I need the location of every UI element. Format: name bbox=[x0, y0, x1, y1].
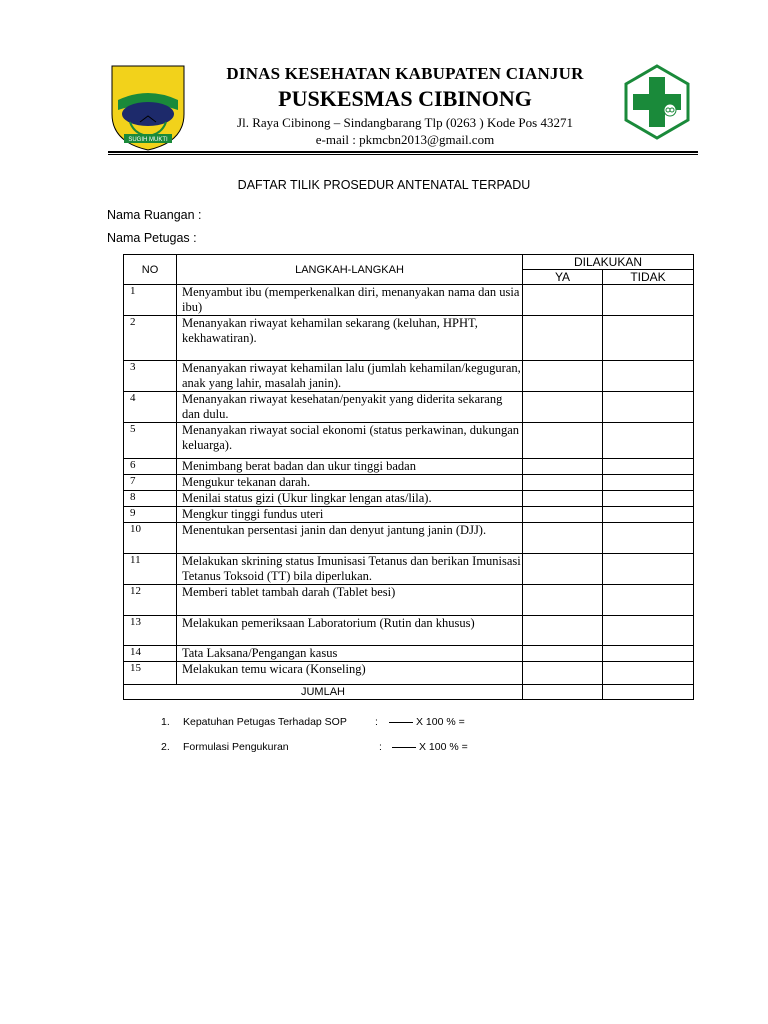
row-number: 5 bbox=[124, 423, 177, 459]
formula-1-expression: X 100 % = bbox=[416, 716, 465, 728]
header-no: NO bbox=[124, 255, 177, 285]
table-row bbox=[124, 392, 694, 423]
row-number: 10 bbox=[124, 523, 177, 554]
formula-2-label: Formulasi Pengukuran bbox=[183, 741, 289, 753]
checklist-table bbox=[123, 254, 694, 700]
officer-name-field: Nama Petugas : bbox=[107, 231, 197, 245]
no-cell[interactable] bbox=[603, 423, 694, 459]
table-row bbox=[124, 662, 694, 685]
yes-cell[interactable] bbox=[523, 316, 603, 361]
no-cell[interactable] bbox=[603, 392, 694, 423]
yes-cell[interactable] bbox=[523, 554, 603, 585]
email-line: e-mail : pkmcbn2013@gmail.com bbox=[315, 132, 495, 147]
table-row bbox=[124, 585, 694, 616]
header-divider bbox=[108, 151, 698, 153]
no-cell[interactable] bbox=[603, 523, 694, 554]
logo-motto: SUGIH MUKTI bbox=[128, 137, 168, 143]
row-number: 3 bbox=[124, 361, 177, 392]
no-cell[interactable] bbox=[603, 507, 694, 523]
row-step: Menilai status gizi (Ukur lingkar lengan atas/lila). bbox=[177, 491, 523, 507]
formula-2-expression: X 100 % = bbox=[419, 741, 468, 753]
row-number: 7 bbox=[124, 475, 177, 491]
header-done: DILAKUKAN bbox=[523, 255, 694, 270]
total-row bbox=[124, 685, 694, 700]
row-step: Menanyakan riwayat kesehatan/penyakit yang diderita sekarang dan dulu. bbox=[177, 392, 523, 423]
no-cell[interactable] bbox=[603, 459, 694, 475]
total-label: JUMLAH bbox=[124, 685, 523, 700]
yes-cell[interactable] bbox=[523, 507, 603, 523]
room-name-field: Nama Ruangan : bbox=[107, 208, 202, 222]
table-row bbox=[124, 491, 694, 507]
agency-name: DINAS KESEHATAN KABUPATEN CIANJUR bbox=[226, 64, 584, 83]
yes-cell[interactable] bbox=[523, 285, 603, 316]
row-number: 12 bbox=[124, 585, 177, 616]
row-number: 9 bbox=[124, 507, 177, 523]
table-row bbox=[124, 475, 694, 491]
formula-1-number: 1. bbox=[161, 716, 170, 728]
row-number: 6 bbox=[124, 459, 177, 475]
formula-1-label: Kepatuhan Petugas Terhadap SOP bbox=[183, 716, 347, 728]
yes-cell[interactable] bbox=[523, 459, 603, 475]
yes-cell[interactable] bbox=[523, 662, 603, 685]
no-cell[interactable] bbox=[603, 361, 694, 392]
no-cell[interactable] bbox=[603, 316, 694, 361]
table-row bbox=[124, 554, 694, 585]
table-row bbox=[124, 616, 694, 646]
yes-cell[interactable] bbox=[523, 475, 603, 491]
row-number: 14 bbox=[124, 646, 177, 662]
row-step: Menanyakan riwayat kehamilan sekarang (keluhan, HPHT, kekhawatiran). bbox=[177, 316, 523, 361]
yes-cell[interactable] bbox=[523, 423, 603, 459]
yes-cell[interactable] bbox=[523, 616, 603, 646]
table-row bbox=[124, 361, 694, 392]
fraction-line bbox=[392, 747, 416, 748]
row-step: Menanyakan riwayat kehamilan lalu (jumlah kehamilan/keguguran, anak yang lahir, masalah janin). bbox=[177, 361, 523, 392]
yes-cell[interactable] bbox=[523, 491, 603, 507]
no-cell[interactable] bbox=[603, 646, 694, 662]
address-line: Jl. Raya Cibinong – Sindangbarang Tlp (0263 ) Kode Pos 43271 bbox=[237, 115, 573, 130]
row-step: Menentukan persentasi janin dan denyut jantung janin (DJJ). bbox=[177, 523, 523, 554]
header-divider-thin bbox=[108, 154, 698, 155]
no-cell[interactable] bbox=[603, 616, 694, 646]
yes-cell[interactable] bbox=[523, 523, 603, 554]
header-yes: YA bbox=[523, 270, 603, 285]
table-row bbox=[124, 459, 694, 475]
row-number: 13 bbox=[124, 616, 177, 646]
yes-cell[interactable] bbox=[523, 585, 603, 616]
no-cell[interactable] bbox=[603, 662, 694, 685]
no-cell[interactable] bbox=[603, 475, 694, 491]
row-step: Menanyakan riwayat social ekonomi (status perkawinan, dukungan keluarga). bbox=[177, 423, 523, 459]
document-title: DAFTAR TILIK PROSEDUR ANTENATAL TERPADU bbox=[237, 178, 531, 192]
row-step: Melakukan temu wicara (Konseling) bbox=[177, 662, 523, 685]
cianjur-emblem-logo bbox=[110, 64, 186, 152]
row-step: Menyambut ibu (memperkenalkan diri, menanyakan nama dan usia ibu) bbox=[177, 285, 523, 316]
row-number: 11 bbox=[124, 554, 177, 585]
yes-cell[interactable] bbox=[523, 361, 603, 392]
yes-cell[interactable] bbox=[523, 392, 603, 423]
no-cell[interactable] bbox=[603, 554, 694, 585]
table-row bbox=[124, 646, 694, 662]
no-cell[interactable] bbox=[603, 491, 694, 507]
header-not-done: TIDAK bbox=[603, 270, 694, 285]
table-row bbox=[124, 523, 694, 554]
row-step: Memberi tablet tambah darah (Tablet besi) bbox=[177, 585, 523, 616]
fraction-line bbox=[389, 722, 413, 723]
row-number: 1 bbox=[124, 285, 177, 316]
total-no-cell[interactable] bbox=[603, 685, 694, 700]
total-yes-cell[interactable] bbox=[523, 685, 603, 700]
row-step: Menimbang berat badan dan ukur tinggi badan bbox=[177, 459, 523, 475]
row-number: 4 bbox=[124, 392, 177, 423]
header-steps: LANGKAH-LANGKAH bbox=[177, 255, 523, 285]
puskesmas-cross-logo bbox=[624, 64, 690, 140]
row-step: Mengkur tinggi fundus uteri bbox=[177, 507, 523, 523]
no-cell[interactable] bbox=[603, 585, 694, 616]
table-row bbox=[124, 285, 694, 316]
row-step: Melakukan skrining status Imunisasi Tetanus dan berikan Imunisasi Tetanus Toksoid (TT) bila diperlukan. bbox=[177, 554, 523, 585]
no-cell[interactable] bbox=[603, 285, 694, 316]
table-row bbox=[124, 316, 694, 361]
row-step: Tata Laksana/Pengangan kasus bbox=[177, 646, 523, 662]
table-row bbox=[124, 507, 694, 523]
row-number: 8 bbox=[124, 491, 177, 507]
row-step: Mengukur tekanan darah. bbox=[177, 475, 523, 491]
row-number: 2 bbox=[124, 316, 177, 361]
formula-2-number: 2. bbox=[161, 741, 170, 753]
table-row bbox=[124, 423, 694, 459]
formula-2-colon: : bbox=[379, 741, 382, 753]
yes-cell[interactable] bbox=[523, 646, 603, 662]
puskesmas-name: PUSKESMAS CIBINONG bbox=[278, 86, 532, 111]
row-step: Melakukan pemeriksaan Laboratorium (Rutin dan khusus) bbox=[177, 616, 523, 646]
formula-1-colon: : bbox=[375, 716, 378, 728]
row-number: 15 bbox=[124, 662, 177, 685]
